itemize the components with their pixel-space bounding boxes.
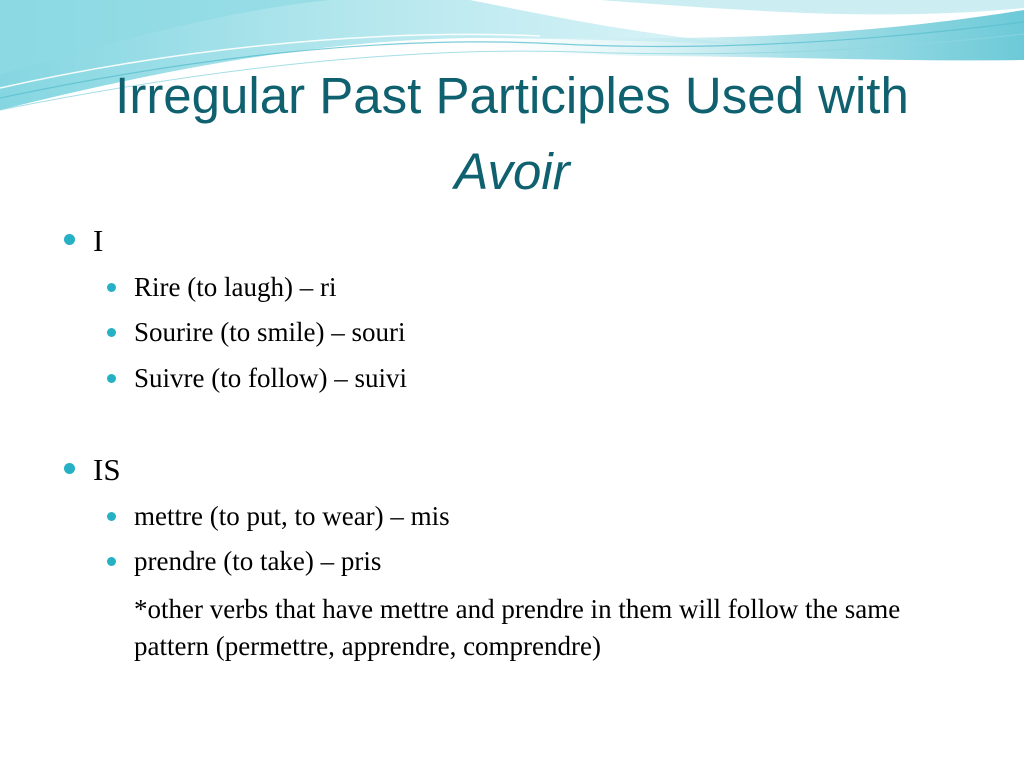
- group-heading-is: [93, 453, 121, 487]
- bullet-icon: [107, 512, 116, 521]
- bullet-icon: [107, 328, 116, 337]
- footnote-text: *other verbs that have mettre and prendre in them will follow the same pattern (permettre, apprendre, comprendre): [134, 594, 901, 661]
- list-item-text: prendre (to take) – pris: [134, 546, 382, 576]
- bullet-icon: [64, 234, 75, 245]
- bullet-icon: [107, 374, 116, 383]
- list-item: [134, 501, 450, 531]
- list-item: [134, 272, 336, 302]
- list-item: [134, 546, 381, 576]
- list-item-text: Sourire (to smile) – souri: [134, 317, 406, 347]
- title-line-2: Avoir: [454, 143, 570, 200]
- group-heading-i: [93, 224, 103, 258]
- bullet-icon: [64, 463, 75, 474]
- list-item: [134, 363, 407, 393]
- bullet-icon: [107, 283, 116, 292]
- title-line-1: Irregular Past Participles Used with: [115, 67, 909, 124]
- list-item-text: mettre (to put, to wear) – mis: [134, 501, 450, 531]
- list-item-text: Rire (to laugh) – ri: [134, 272, 337, 302]
- list-item-text: Suivre (to follow) – suivi: [134, 363, 407, 393]
- bullet-icon: [107, 557, 116, 566]
- group-heading-label: IS: [93, 452, 121, 487]
- list-item: [134, 317, 405, 347]
- group-heading-label: I: [93, 223, 104, 258]
